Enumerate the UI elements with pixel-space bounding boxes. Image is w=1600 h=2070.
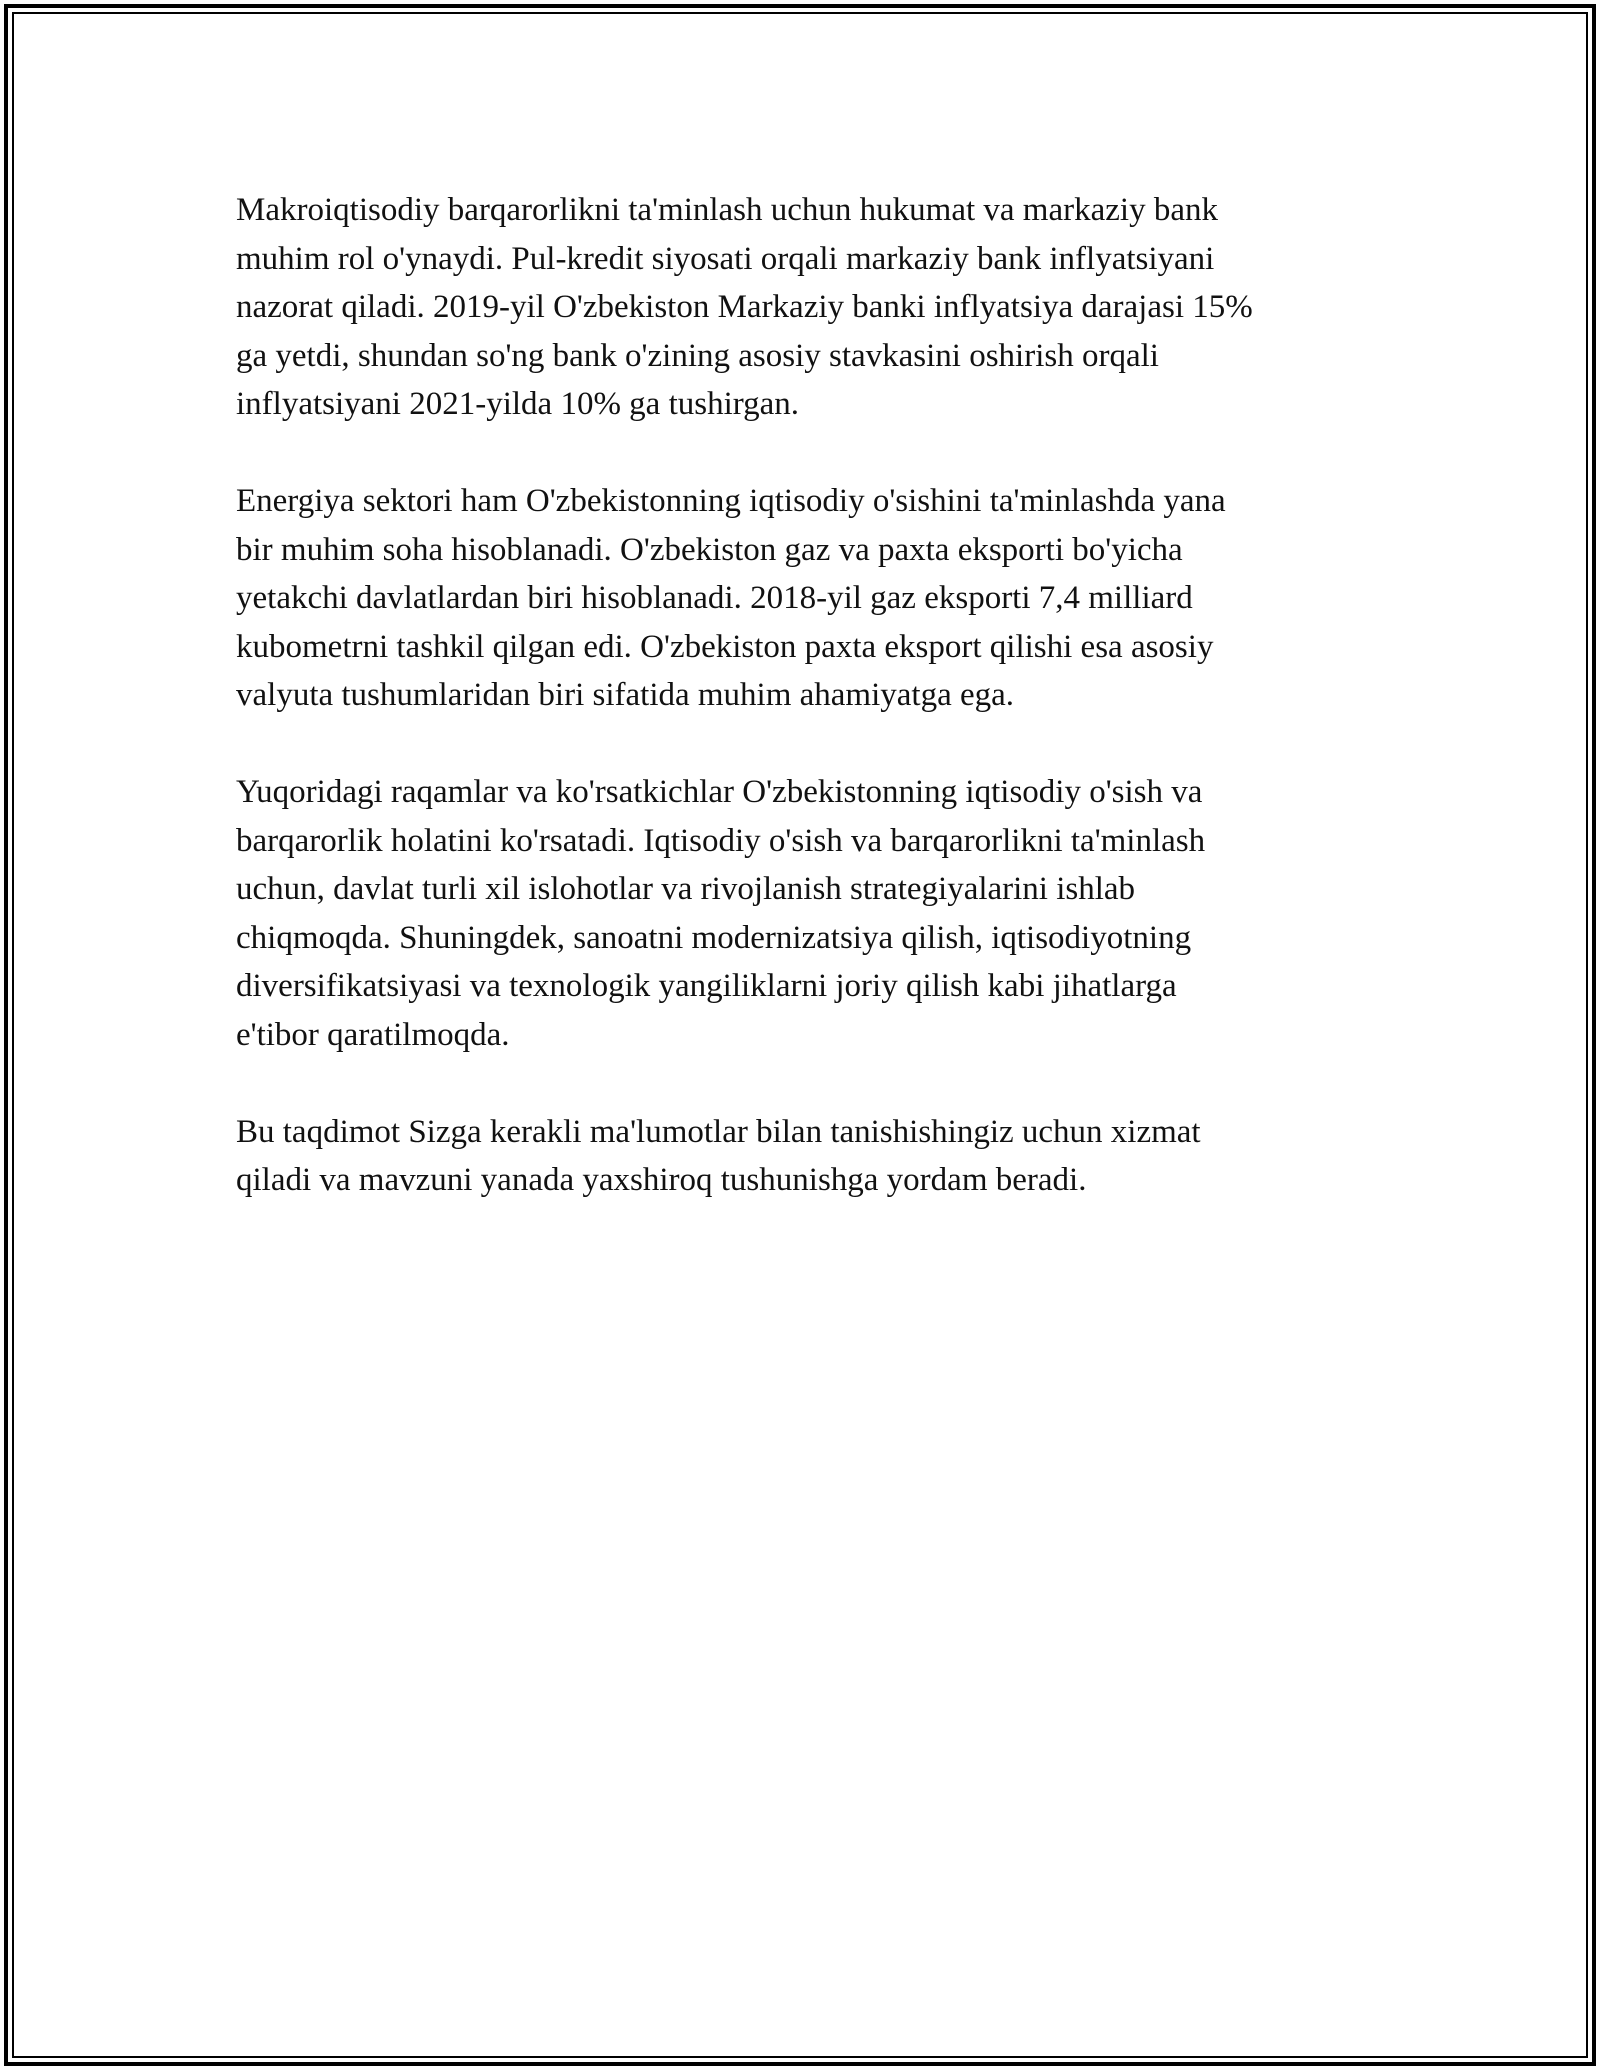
- text-line: yetakchi davlatlardan biri hisoblanadi. 2018-yil gaz eksporti 7,4 milliard: [236, 580, 1193, 616]
- text-line: valyuta tushumlaridan biri sifatida muhim ahamiyatga ega.: [236, 677, 1015, 713]
- text-line: nazorat qiladi. 2019-yil O'zbekiston Markaziy banki inflyatsiya darajasi 15%: [236, 289, 1253, 325]
- text-line: bir muhim soha hisoblanadi. O'zbekiston gaz va paxta eksporti bo'yicha: [236, 531, 1183, 568]
- text-line: ga yetdi, shundan so'ng bank o'zining asosiy stavkasini oshirish orqali: [236, 337, 1159, 374]
- paragraph-monetary-policy: [236, 186, 1416, 429]
- text-line: muhim rol o'ynaydi. Pul-kredit siyosati orqali markaziy bank inflyatsiyani: [236, 240, 1215, 277]
- paragraph-closing-note: [236, 1108, 1416, 1205]
- text-line: e'tibor qaratilmoqda.: [236, 1016, 510, 1053]
- paragraph-growth-indicators: [236, 768, 1416, 1059]
- paragraph-energy-sector: [236, 477, 1416, 720]
- text-line: qiladi va mavzuni yanada yaxshiroq tushunishga yordam beradi.: [236, 1162, 1087, 1198]
- text-line: Bu taqdimot Sizga kerakli ma'lumotlar bilan tanishishingiz uchun xizmat: [236, 1113, 1201, 1150]
- text-line: Makroiqtisodiy barqarorlikni ta'minlash uchun hukumat va markaziy bank: [236, 192, 1218, 228]
- text-line: chiqmoqda. Shuningdek, sanoatni modernizatsiya qilish, iqtisodiyotning: [236, 919, 1192, 956]
- text-line: barqarorlik holatini ko'rsatadi. Iqtisodiy o'sish va barqarorlikni ta'minlash: [236, 822, 1206, 859]
- text-line: Yuqoridagi raqamlar va ko'rsatkichlar O'zbekistonning iqtisodiy o'sish va: [236, 774, 1203, 810]
- document-body: [236, 186, 1416, 1253]
- text-line: kubometrni tashkil qilgan edi. O'zbekiston paxta eksport qilishi esa asosiy: [236, 628, 1214, 665]
- text-line: inflyatsiyani 2021-yilda 10% ga tushirgan.: [236, 386, 800, 422]
- text-line: Energiya sektori ham O'zbekistonning iqtisodiy o'sishini ta'minlashda yana: [236, 483, 1226, 519]
- text-line: uchun, davlat turli xil islohotlar va rivojlanish strategiyalarini ishlab: [236, 871, 1136, 907]
- text-line: diversifikatsiyasi va texnologik yangiliklarni joriy qilish kabi jihatlarga: [236, 968, 1177, 1004]
